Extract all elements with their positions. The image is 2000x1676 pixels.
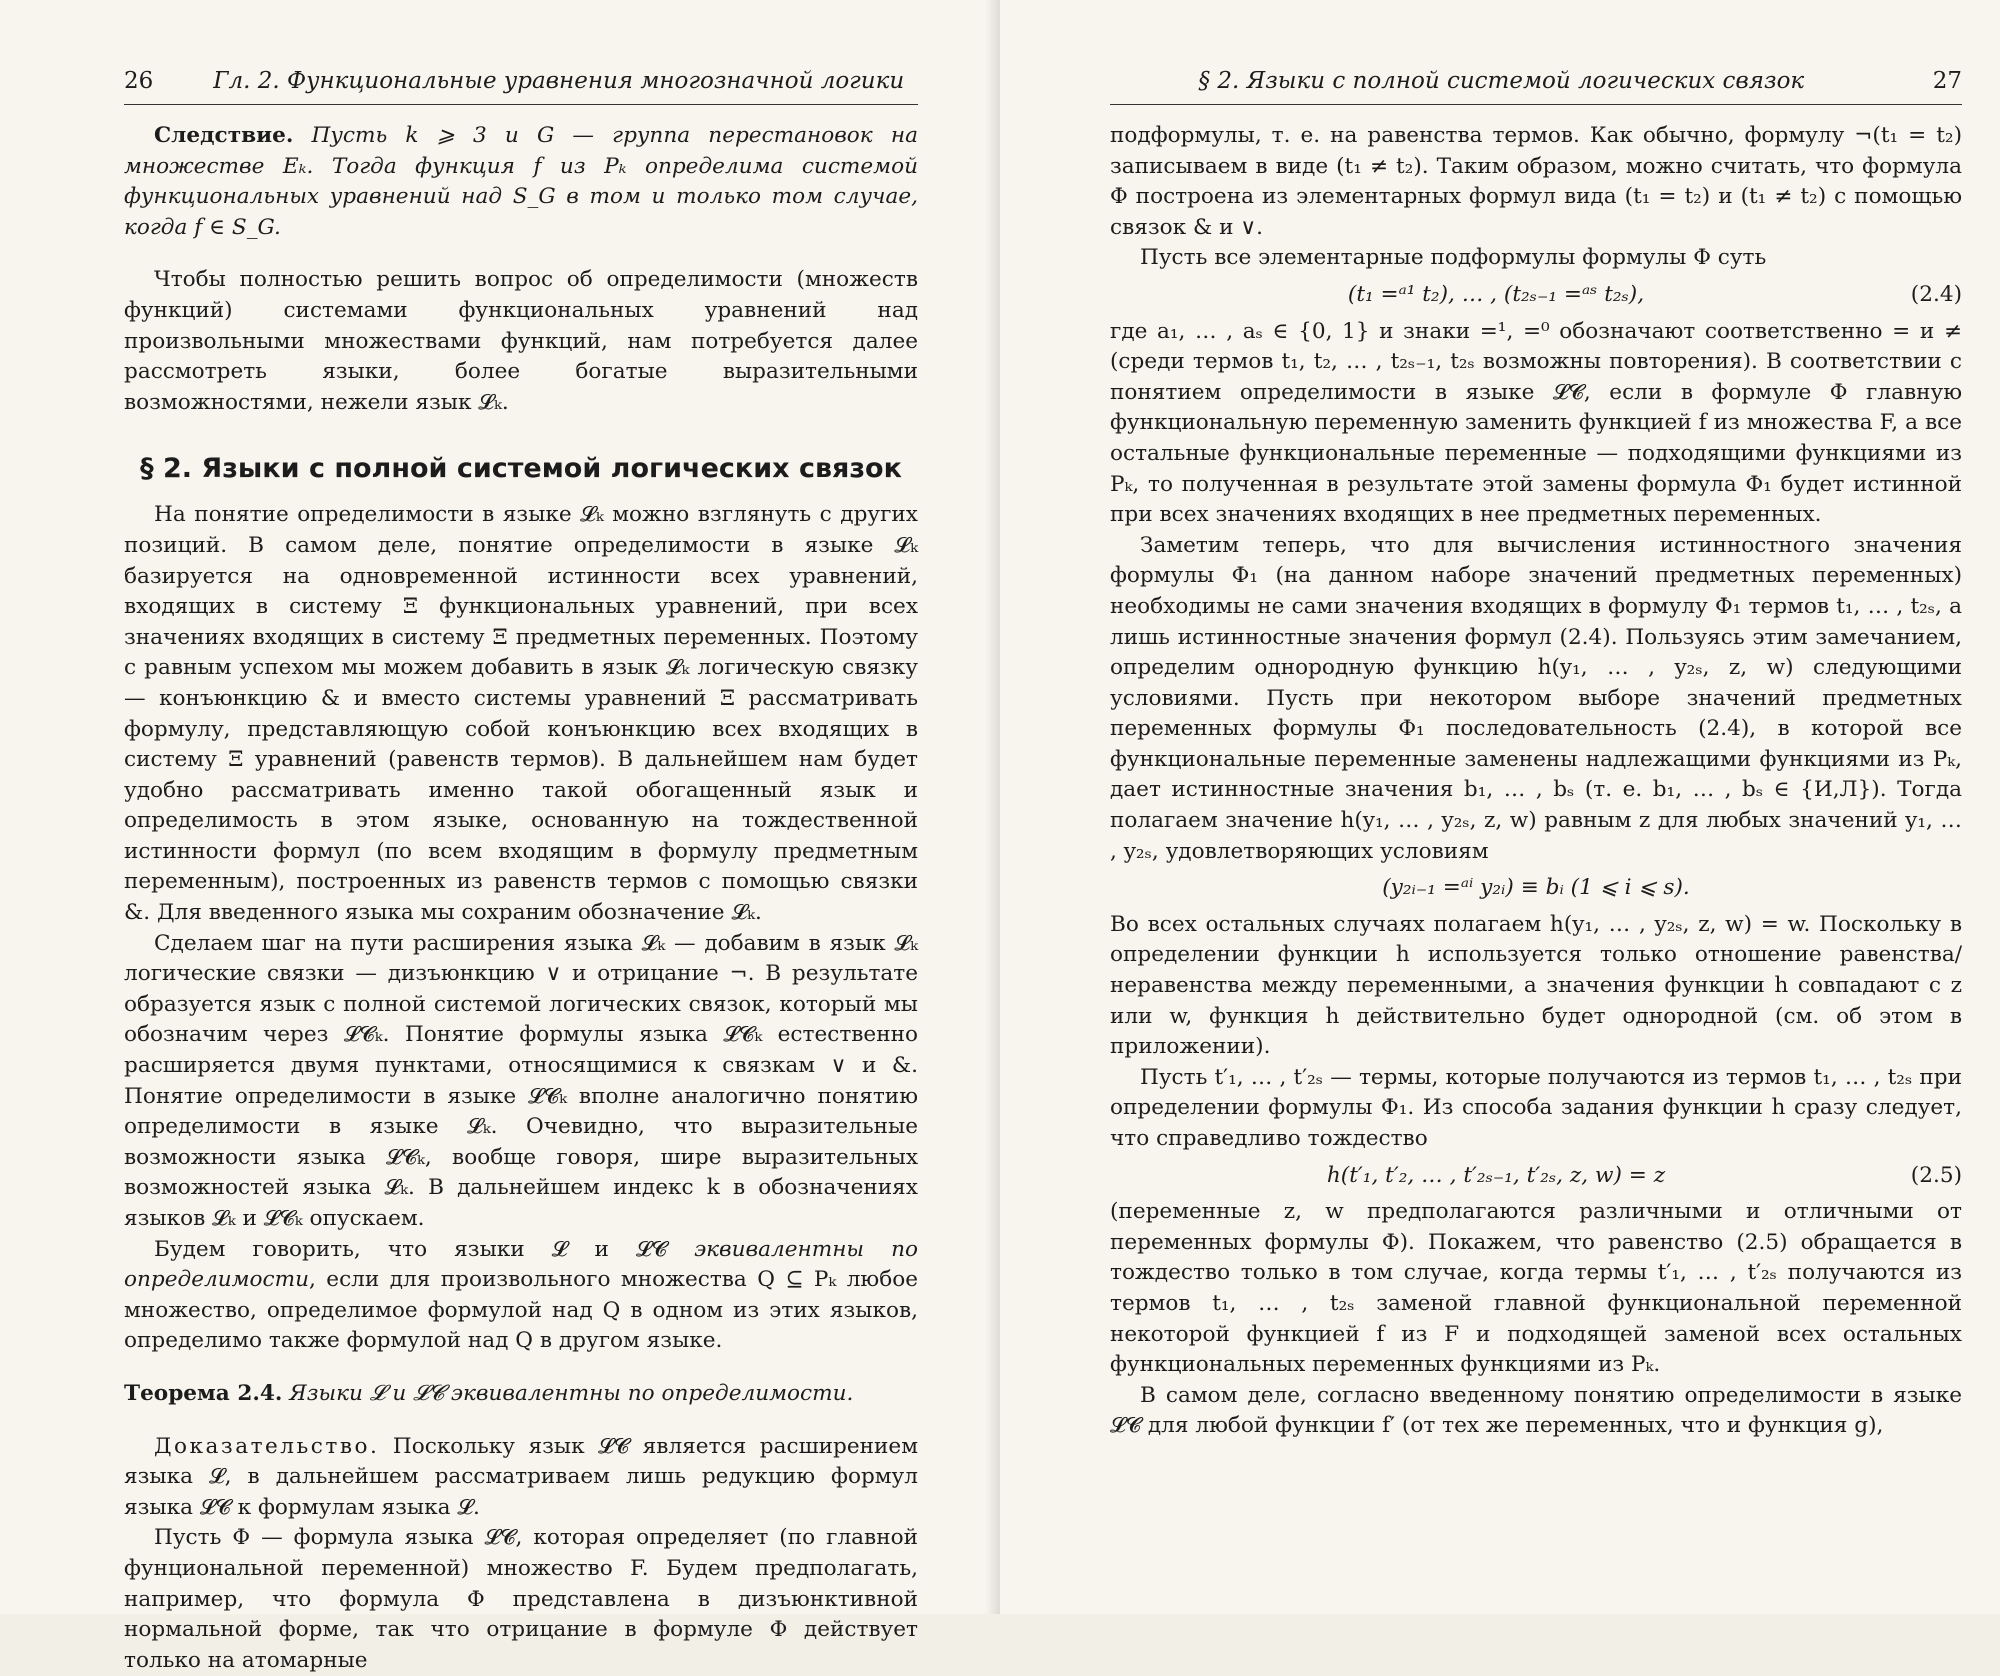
formula-2-4-number: (2.4) (1910, 281, 1962, 307)
formula-2-4-body: (t₁ =ᵃ¹ t₂), … , (t₂ₛ₋₁ =ᵃˢ t₂ₛ), (1347, 281, 1645, 307)
left-page (0, 0, 1000, 1673)
right-paragraph-8: В самом деле, согласно введенному понятию определимости в языке 𝓛𝓒 для любой функции f′ (от тех же переменных, что и функция g), (1110, 1382, 1962, 1439)
left-paragraph-3: Сделаем шаг на пути расширения языка 𝓛ₖ — добавим в язык 𝓛ₖ логические связки — дизъюнкцию ∨ и отрицание ¬. В результате образуется язык с полной системой логических связок, который мы обозначим через 𝓛𝓒ₖ. Понятие формулы языка 𝓛𝓒ₖ естественно расширяется двумя пунктами, относящимися к связкам ∨ и &. Понятие определимости в языке 𝓛𝓒ₖ вполне аналогично понятию определимости в языке 𝓛ₖ. Очевидно, что выразительные возможности языка 𝓛𝓒ₖ, вообще говоря, шире выразительных возможностей языка 𝓛ₖ. В дальнейшем индекс k в обозначениях языков 𝓛ₖ и 𝓛𝓒ₖ опускаем. (124, 930, 918, 1231)
left-page-number: 26 (124, 68, 154, 94)
right-paragraph-2: Пусть все элементарные подформулы формулы Φ суть (1140, 245, 1767, 271)
formula-condition-body: (y₂ᵢ₋₁ =ᵃⁱ y₂ᵢ) ≡ bᵢ (1 ⩽ i ⩽ s). (1382, 875, 1690, 901)
formula-2-5 (1110, 1161, 1962, 1192)
para4-start: Будем говорить, что языки 𝓛 и 𝓛𝓒 (154, 1236, 695, 1262)
right-paragraph-1: подформулы, т. е. на равенства термов. Как обычно, формулу ¬(t₁ = t₂) записываем в виде (t₁ ≠ t₂). Таким образом, можно считать, что формула Φ построена из элементарных формул вида (t₁ = t₂) и (t₁ ≠ t₂) с помощью связок & и ∨. (1110, 123, 1962, 240)
para4-italic: эквивалентны по определимости (124, 1236, 918, 1293)
left-paragraph-2: На понятие определимости в языке 𝓛ₖ можно взглянуть с других позиций. В самом деле, понятие определимости в языке 𝓛ₖ базируется на одновременной истинности всех уравнений, входящих в систему Ξ функциональных уравнений, при всех значениях входящих в систему Ξ предметных переменных. Поэтому с равным успехом мы можем добавить в язык 𝓛ₖ логическую связку — конъюнкцию & и вместо системы уравнений Ξ рассматривать формулу, представляющую собой конъюнкцию всех входящих в систему Ξ уравнений (равенств термов). В дальнейшем нам будет удобно рассматривать именно такой обогащенный язык и определимость в этом языке, основанную на тождественной истинности формул (по всем входящим в формулу предметным переменным), построенных из равенств термов с помощью связки &. Для введенного языка мы сохраним обозначение 𝓛ₖ. (124, 502, 918, 926)
left-paragraph-1: Чтобы полностью решить вопрос об определимости (множеств функций) системами функциональных уравнений над произвольными множествами функций, нам потребуется далее рассмотреть языки, более богатые выразительными возможностями, нежели язык 𝓛ₖ. (124, 267, 918, 415)
corollary (124, 121, 918, 243)
formula-2-4 (1110, 280, 1962, 311)
theorem (124, 1379, 918, 1410)
section-heading: § 2. Языки с полной системой логических связок (140, 453, 902, 485)
theorem-label: Теорема 2.4. (124, 1380, 283, 1406)
left-running-title: Гл. 2. Функциональные уравнения многозначной логики (213, 68, 905, 94)
right-paragraph-6: Пусть t′₁, … , t′₂ₛ — термы, которые получаются из термов t₁, … , t₂ₛ при определении формулы Φ₁. Из способа задания функции h сразу следует, что справедливо тождество (1110, 1064, 1962, 1151)
theorem-text: Языки 𝓛 и 𝓛𝓒 эквивалентны по определимости. (289, 1380, 854, 1406)
corollary-text: Пусть k ⩾ 3 и G — группа перестановок на множестве Eₖ. Тогда функция f из Pₖ определима системой функциональных уравнений над S_G в том и только том случае, когда f ∈ S_G. (124, 123, 918, 240)
para4-end: , если для произвольного множества Q ⊆ Pₖ любое множество, определимое формулой над Q в одном из этих языков, определимо также формулой над Q в другом языке. (124, 1267, 918, 1354)
corollary-label: Следствие. (154, 123, 294, 148)
right-page-number: 27 (1932, 68, 1962, 94)
right-paragraph-4: Заметим теперь, что для вычисления истинностного значения формулы Φ₁ (на данном наборе значений предметных переменных) необходимы не сами значения входящих в формулу Φ₁ термов t₁, … , t₂ₛ, а лишь истинностные значения формул (2.4). Пользуясь этим замечанием, определим однородную функцию h(y₁, … , y₂ₛ, z, w) следующими условиями. Пусть при некотором выборе значений предметных переменных формулы Φ₁ последовательность (2.4), в которой все функциональные переменные заменены надлежащими функциями из Pₖ, дает истинностные значения b₁, … , bₛ (т. е. b₁, … , bₛ ∈ {И,Л}). Тогда полагаем значение h(y₁, … , y₂ₛ, z, w) равным z для любых значений y₁, … , y₂ₛ, удовлетворяющих условиям (1110, 532, 1962, 864)
left-paragraph-5: Пусть Φ — формула языка 𝓛𝓒, которая определяет (по главной фунциональной переменной) множество F. Будем предполагать, например, что формула Φ представлена в дизъюнктивной нормальной форме, так что отрицание в формуле Φ действует только на атомарные (124, 1525, 918, 1673)
formula-2-5-number: (2.5) (1910, 1162, 1962, 1188)
right-running-head (1110, 68, 1962, 105)
left-paragraph-4 (124, 1235, 918, 1357)
formula-2-5-body: h(t′₁, t′₂, … , t′₂ₛ₋₁, t′₂ₛ, z, w) = z (1326, 1162, 1666, 1188)
right-paragraph-5: Во всех остальных случаях полагаем h(y₁, … , y₂ₛ, z, w) = w. Поскольку в определении функции h используется только отношение равенства/неравенства между переменными, а значения функции h совпадают с z или w, функция h действительно будет однородной (см. об этом в приложении). (1110, 911, 1962, 1060)
proof-label: Доказательство. (154, 1433, 380, 1459)
right-paragraph-7: (переменные z, w предполагаются различными и отличными от переменных формулы Φ). Покажем, что равенство (2.5) обращается в тождество только в том случае, когда термы t′₁, … , t′₂ₛ получаются из термов t₁, … , t₂ₛ заменой главной функциональной переменной некоторой функцией f из F и подходящей заменой всех остальных функциональных переменных функциями из Pₖ. (1110, 1199, 1962, 1378)
right-paragraph-3: где a₁, … , aₛ ∈ {0, 1} и знаки =¹, =⁰ обозначают соответственно = и ≠ (среди термов t₁, t₂, … , t₂ₛ₋₁, t₂ₛ возможны повторения). В соответствии с понятием определимости в языке 𝓛𝓒, если в формуле Φ главную функциональную переменную заменить функцией f из множества F, а все остальные функциональные переменные — подходящими функциями из Pₖ, то полученная в результате этой замены формула Φ₁ будет истинной при всех значениях входящих в нее предметных переменных. (1110, 318, 1962, 528)
right-running-title: § 2. Языки с полной системой логических связок (1198, 68, 1805, 94)
proof-text: Поскольку язык 𝓛𝓒 является расширением языка 𝓛, в дальнейшем рассматриваем лишь редукцию формул языка 𝓛𝓒 к формулам языка 𝓛. (124, 1433, 918, 1520)
left-running-head (124, 68, 918, 105)
right-page (1000, 0, 2000, 1614)
proof (124, 1432, 918, 1524)
formula-condition (1110, 873, 1962, 904)
